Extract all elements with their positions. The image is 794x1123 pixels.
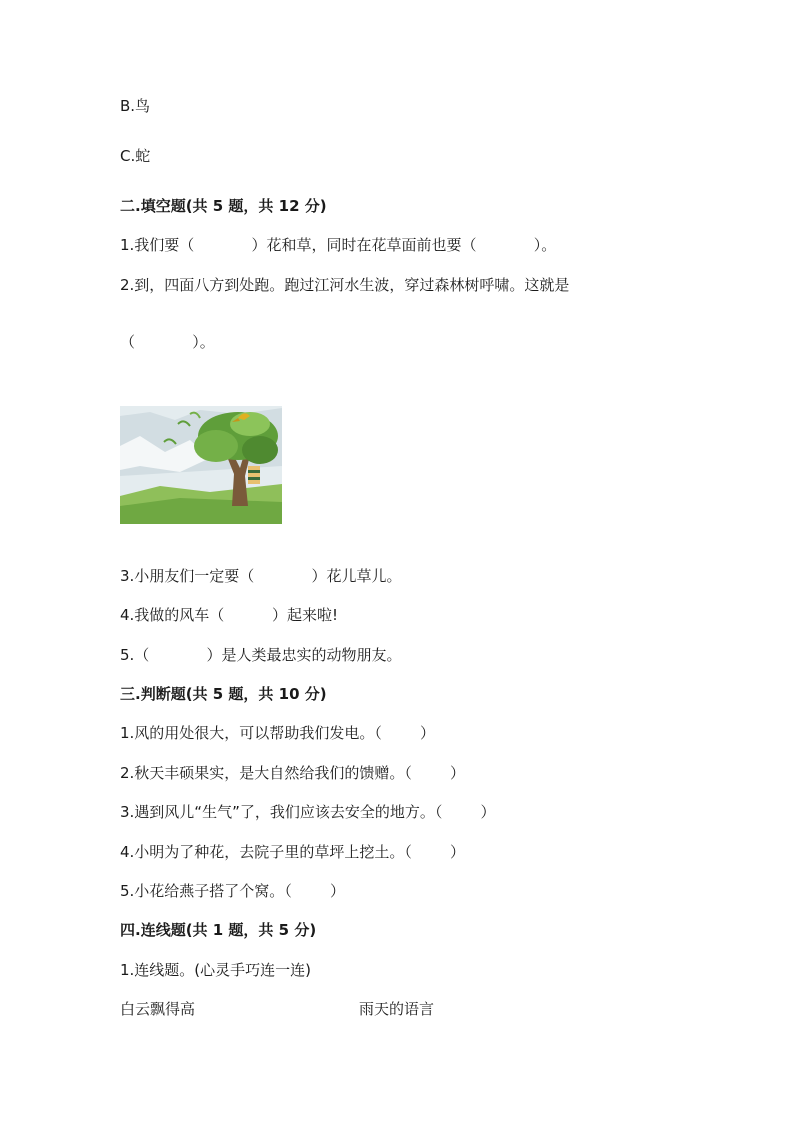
section2-q4: 4.我做的风车（ ）起来啦!	[120, 606, 339, 624]
section3-q5: 5.小花给燕子搭了个窝。（ ）	[120, 882, 345, 900]
section4-q1: 1.连线题。(心灵手巧连一连)	[120, 961, 312, 979]
option-b: B.鸟	[120, 97, 151, 115]
section2-q2-line2: （ ）。	[120, 333, 215, 351]
section2-title: 二.填空题(共 5 题，共 12 分)	[120, 197, 327, 215]
section3-q3: 3.遇到风儿“生气”了，我们应该去安全的地方。（ ）	[120, 803, 496, 821]
section3-title: 三.判断题(共 5 题，共 10 分)	[120, 685, 327, 703]
section4-title: 四.连线题(共 1 题，共 5 分)	[120, 921, 317, 939]
section3-q2: 2.秋天丰硕果实，是大自然给我们的馈赠。（ ）	[120, 764, 465, 782]
option-c: C.蛇	[120, 147, 151, 165]
tree-illustration	[120, 406, 282, 524]
section3-q1: 1.风的用处很大，可以帮助我们发电。（ ）	[120, 724, 435, 742]
section2-q5: 5.（ ）是人类最忠实的动物朋友。	[120, 646, 402, 664]
section3-q4: 4.小明为了种花，去院子里的草坪上挖土。（ ）	[120, 843, 465, 861]
section2-q3: 3.小朋友们一定要（ ）花儿草儿。	[120, 567, 402, 585]
section2-q1: 1.我们要（ ）花和草，同时在花草面前也要（ ）。	[120, 236, 557, 254]
match-left-item: 白云飘得高	[120, 1000, 196, 1018]
match-right-item: 雨天的语言	[359, 1000, 435, 1018]
section2-q2-line1: 2.到，四面八方到处跑。跑过江河水生波，穿过森林树呼啸。这就是	[120, 276, 570, 294]
